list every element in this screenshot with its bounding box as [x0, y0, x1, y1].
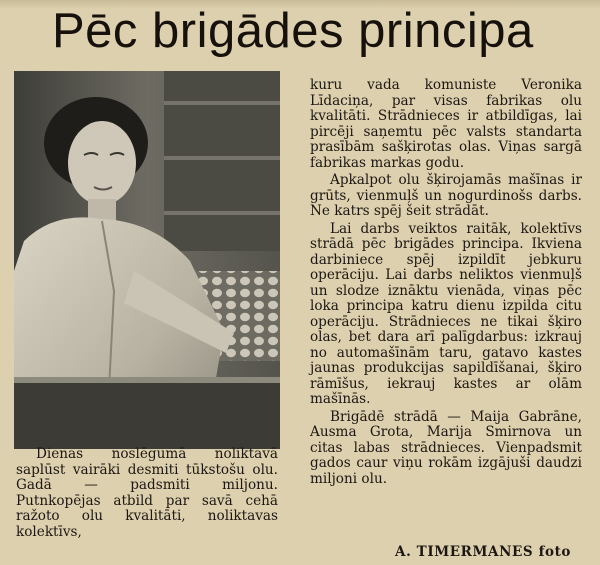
headline: Pēc brigādes principa	[52, 4, 534, 58]
left-column	[16, 447, 278, 542]
right-column	[310, 78, 582, 489]
worker-photo-icon	[14, 71, 280, 449]
paragraph: Brigādē strādā — Maija Gabrāne, Ausma Grota, Marija Smirnova un citas labas strādnieces. Vienpadsmit gados caur viņu rokām izgājuši daudzi miljoni olu.	[310, 408, 582, 487]
article-photo	[14, 71, 280, 449]
paragraph: Dienas noslēgumā noliktavā saplūst vairāki desmiti tūkstošu olu. Gadā — padsmiti miljonu. Putnkopējas atbild par savā cehā ražoto olu kvalitāti, noliktavas kolektīvs,	[16, 446, 278, 540]
paragraph: Apkalpot olu šķirojamās mašīnas ir grūts, vienmuļš un nogurdinošs darbs. Ne katrs spēj šeit strādāt.	[310, 172, 582, 219]
paragraph: kuru vada komuniste Veronika Līdaciņa, par visas fabrikas olu kvalitāti. Strādnieces ir atbildīgas, lai pircēji saņemtu pēc valsts standarta prasībām sašķirotas olas. Viņas sargā fabrikas markas godu.	[310, 77, 582, 171]
paragraph: Lai darbs veiktos raitāk, kolektīvs strādā pēc brigādes principa. Ikviena darbiniece spēj izpildīt jebkuru operāciju. Lai darbs neliktos vienmuļš un slodze iznāktu vienāda, viņas pēc loka principa katru dienu izpilda citu operāciju. Strādnieces ne tikai šķiro olas, bet dara arī palīgdarbus: izkrauj no automašīnām taru, gatavo kastes jaunas produkcijas sapildīšanai, šķiro rāmīšus, iekrauj kastes ar olām mašīnās.	[310, 220, 582, 407]
photo-credit: A. TIMERMANES foto	[395, 544, 572, 560]
